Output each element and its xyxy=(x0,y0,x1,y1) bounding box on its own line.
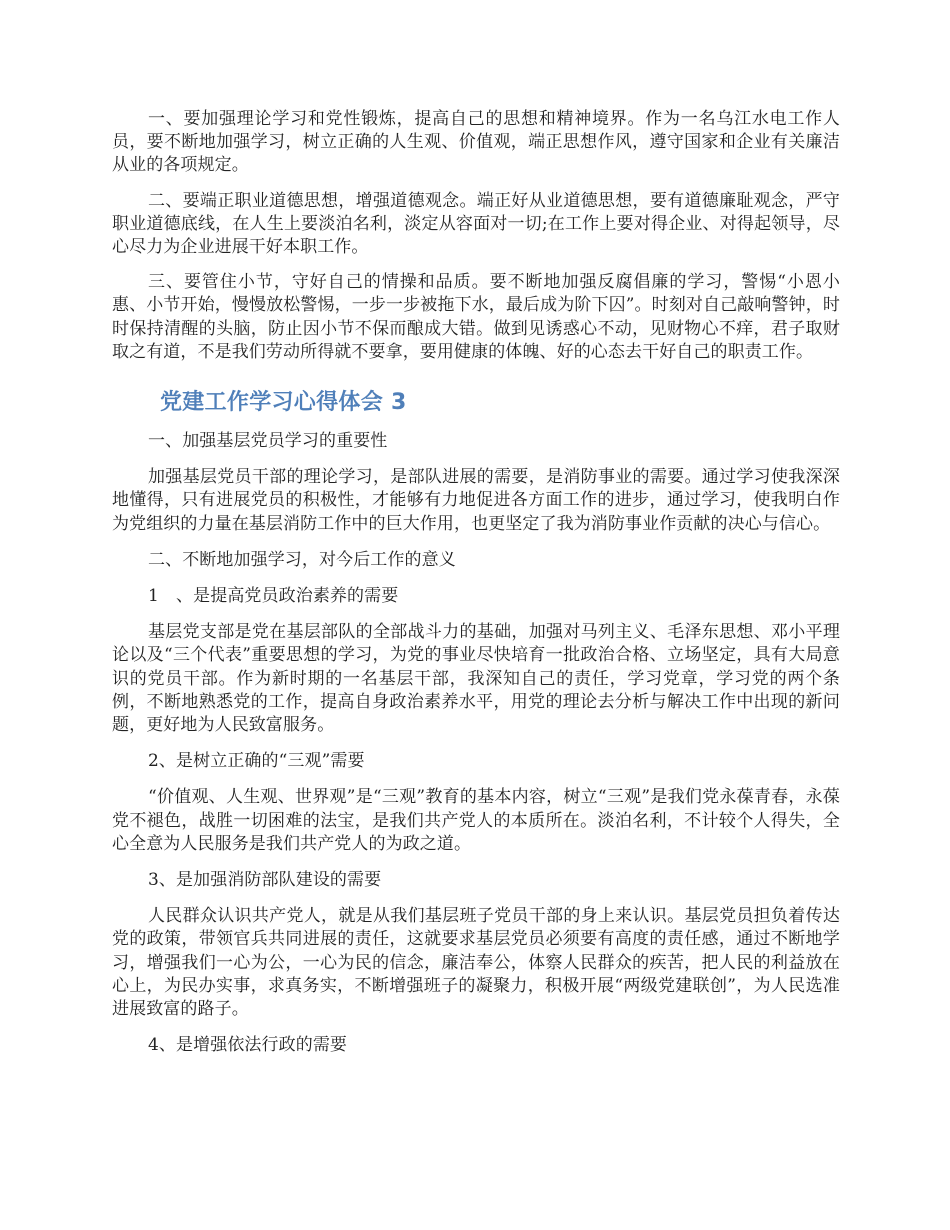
section-heading: 党建工作学习心得体会 3 xyxy=(160,390,407,416)
paragraph-item-3-body: 人民群众认识共产党人，就是从我们基层班子党员干部的身上来认识。基层党员担负着传达党的政策，带领官兵共同进展的责任，这就要求基层党员必须要有高度的责任感，通过不断地学习，增强我们一心为公，一心为民的信念，廉洁奉公，体察人民群众的疾苦，把人民的利益放在心上，为民办实事，求真务实，不断增强班子的凝聚力，积极开展“两级党建联创”，为人民选准进展致富的路子。 xyxy=(112,906,840,1020)
paragraph-item-2-body: “价值观、人生观、世界观”是“三观”教育的基本内容，树立“三观”是我们党永葆青春，永葆党不褪色，战胜一切困难的法宝，是我们共产党人的本质所在。淡泊名利，不计较个人得失，全心全意为人民服务是我们共产党人的为政之道。 xyxy=(112,787,840,854)
paragraph-item-4-title: 4、是增强依法行政的需要 xyxy=(148,1035,348,1056)
paragraph-learning-importance-body: 加强基层党员干部的理论学习，是部队进展的需要，是消防事业的需要。通过学习使我深深地懂得，只有进展党员的积极性，才能够有力地促进各方面工作的进步，通过学习，使我明白作为党组织的力量在基层消防工作中的巨大作用，也更坚定了我为消防事业作贡献的决心与信心。 xyxy=(112,467,840,534)
paragraph-significance-title: 二、不断地加强学习，对今后工作的意义 xyxy=(148,549,456,570)
paragraph-professional-ethics: 二、要端正职业道德思想，增强道德观念。端正好从业道德思想，要有道德廉耻观念，严守职业道德底线，在人生上要淡泊名利，淡定从容面对一切;在工作上要对得企业、对得起领导，尽心尽力为企业进展干好本职工作。 xyxy=(112,190,840,258)
paragraph-item-1-title: 1 、是提高党员政治素养的需要 xyxy=(148,586,399,607)
paragraph-learning-importance-title: 一、加强基层党员学习的重要性 xyxy=(148,431,388,452)
paragraph-guard-details: 三、要管住小节，守好自己的情操和品质。要不断地加强反腐倡廉的学习，警惕“小恩小惠、小节开始，慢慢放松警惕，一步一步被拖下水，最后成为阶下囚”。时刻对自己敲响警钟，时时保持清醒的头脑，防止因小节不保而酿成大错。做到见诱惑心不动，见财物心不痒，君子取财取之有道，不是我们劳动所得就不要拿，要用健康的体魄、好的心态去干好自己的职责工作。 xyxy=(112,272,840,362)
paragraph-item-2-title: 2、是树立正确的“三观”需要 xyxy=(148,751,365,772)
paragraph-item-3-title: 3、是加强消防部队建设的需要 xyxy=(148,870,382,891)
paragraph-item-1-body: 基层党支部是党在基层部队的全部战斗力的基础，加强对马列主义、毛泽东思想、邓小平理论以及“三个代表”重要思想的学习，为党的事业尽快培育一批政治合格、立场坚定，具有大局意识的党员干部。作为新时期的一名基层干部，我深知自己的责任，学习党章，学习党的两个条例，不断地熟悉党的工作，提高自身政治素养水平，用党的理论去分析与解决工作中出现的新问题，更好地为人民致富服务。 xyxy=(112,622,840,736)
paragraph-strengthen-theory: 一、要加强理论学习和党性锻炼，提高自己的思想和精神境界。作为一名乌江水电工作人员，要不断地加强学习，树立正确的人生观、价值观，端正思想作风，遵守国家和企业有关廉洁从业的各项规定。 xyxy=(112,109,840,176)
